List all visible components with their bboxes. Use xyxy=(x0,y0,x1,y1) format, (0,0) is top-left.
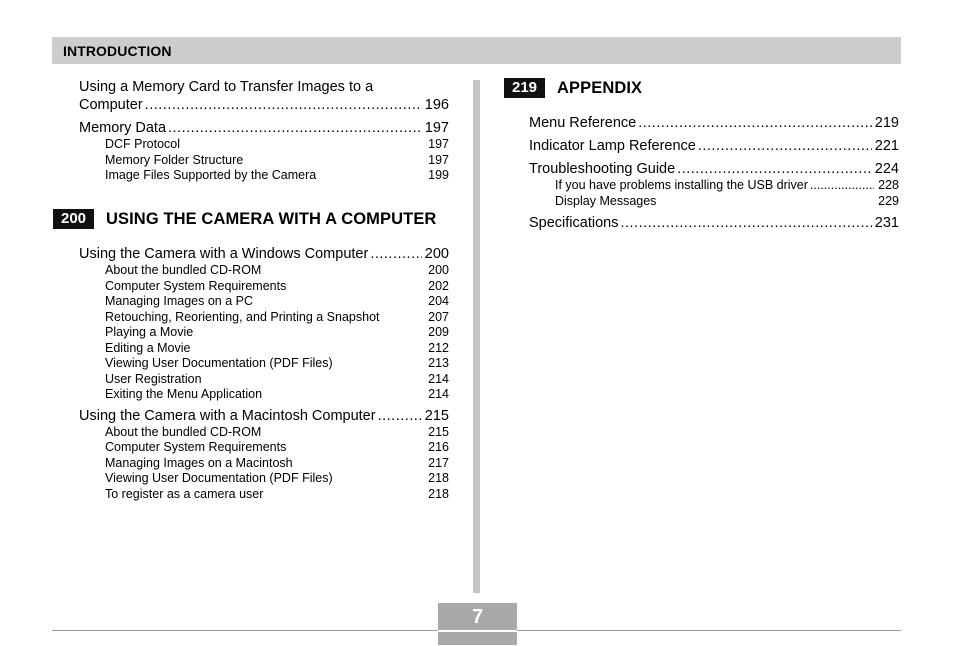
toc-page-number: 202 xyxy=(428,278,449,293)
toc-page-number: 197 xyxy=(428,137,449,151)
toc-subentry[interactable] xyxy=(529,194,899,210)
toc-page-number: 217 xyxy=(428,455,449,470)
toc-subentry-title: Computer System Requirements xyxy=(105,440,287,454)
toc-subentry[interactable] xyxy=(79,263,449,279)
toc-entry-title: Using the Camera with a Windows Computer xyxy=(79,246,369,262)
toc-subentry[interactable] xyxy=(79,137,449,153)
toc-subentry-title: Memory Folder Structure xyxy=(105,152,244,167)
toc-subentry[interactable] xyxy=(79,487,449,503)
dot-leader xyxy=(620,214,871,232)
section-number-badge: 219 xyxy=(504,78,545,98)
toc-page-number: 214 xyxy=(428,371,449,386)
dot-leader xyxy=(370,245,421,263)
toc-subentry[interactable] xyxy=(79,356,449,372)
toc-page-number: 218 xyxy=(428,471,449,485)
toc-page-number: 231 xyxy=(874,215,899,231)
toc-subentry[interactable] xyxy=(79,294,449,310)
toc-page-number: 199 xyxy=(428,168,449,182)
toc-entry-title: Using the Camera with a Macintosh Computer xyxy=(79,407,376,424)
toc-subentry-title: If you have problems installing the USB driver xyxy=(555,178,808,192)
section-heading-appendix[interactable] xyxy=(504,78,642,98)
header-title: INTRODUCTION xyxy=(63,43,172,59)
toc-subentry-title: Managing Images on a Macintosh xyxy=(105,455,293,470)
toc-page-number: 224 xyxy=(874,161,899,177)
toc-page-number: 197 xyxy=(424,120,449,136)
toc-subentry[interactable] xyxy=(79,471,449,487)
toc-entry[interactable] xyxy=(79,119,449,137)
toc-subentry[interactable] xyxy=(79,440,449,456)
toc-page-number: 228 xyxy=(878,178,899,192)
toc-entry[interactable] xyxy=(529,214,899,232)
toc-subentry[interactable] xyxy=(79,168,449,184)
toc-subentry-title: Managing Images on a PC xyxy=(105,294,254,308)
toc-subentry-title: Playing a Movie xyxy=(105,325,194,339)
dot-leader xyxy=(698,137,872,155)
toc-subentry-title: To register as a camera user xyxy=(105,486,264,501)
section-heading-computer[interactable] xyxy=(53,209,436,229)
toc-subentry[interactable] xyxy=(79,153,449,169)
toc-page-number: 197 xyxy=(428,152,449,167)
toc-subentry[interactable] xyxy=(79,456,449,472)
toc-entry[interactable] xyxy=(529,160,899,178)
dot-leader xyxy=(638,114,872,132)
dot-leader xyxy=(810,178,874,194)
section-title: APPENDIX xyxy=(557,78,643,97)
page-number-tab xyxy=(438,603,517,645)
dot-leader xyxy=(677,160,872,178)
section-title: USING THE CAMERA WITH A COMPUTER xyxy=(106,209,437,228)
toc-subentry-title: DCF Protocol xyxy=(105,137,181,151)
toc-subentry[interactable] xyxy=(79,425,449,441)
toc-entry-title: Menu Reference xyxy=(529,115,637,131)
toc-computer-section xyxy=(79,245,449,502)
toc-entry[interactable] xyxy=(79,245,449,263)
toc-page-number: 216 xyxy=(428,440,449,454)
toc-page-number: 215 xyxy=(424,407,449,424)
toc-page-number: 200 xyxy=(428,263,449,277)
toc-subentry[interactable] xyxy=(79,325,449,341)
toc-subentry[interactable] xyxy=(79,341,449,357)
toc-subentry-title: Retouching, Reorienting, and Printing a Snapshot xyxy=(105,309,380,324)
toc-subentry-title: Computer System Requirements xyxy=(105,278,287,293)
toc-subentry-title: Exiting the Menu Application xyxy=(105,387,263,401)
toc-entry[interactable] xyxy=(79,78,449,114)
toc-entry[interactable] xyxy=(79,407,449,425)
toc-page-number: 213 xyxy=(428,356,449,370)
toc-page-number: 229 xyxy=(878,193,899,208)
section-header-bar xyxy=(52,37,901,64)
toc-page-number: 221 xyxy=(874,138,899,154)
toc-subentry-title: About the bundled CD-ROM xyxy=(105,424,262,439)
toc-page-number: 212 xyxy=(428,340,449,355)
section-number-badge: 200 xyxy=(53,209,94,229)
toc-subentry[interactable] xyxy=(79,279,449,295)
toc-subentry-title: About the bundled CD-ROM xyxy=(105,263,262,277)
toc-subentry[interactable] xyxy=(79,387,449,403)
dot-leader xyxy=(378,407,422,425)
toc-appendix-section xyxy=(529,114,899,232)
toc-subentry-title: Image Files Supported by the Camera xyxy=(105,168,317,182)
toc-page-number: 209 xyxy=(428,325,449,339)
toc-page-number: 207 xyxy=(428,309,449,324)
toc-entry[interactable] xyxy=(529,137,899,155)
toc-entry-title: Computer xyxy=(79,97,143,113)
toc-subentry-title: Viewing User Documentation (PDF Files) xyxy=(105,356,333,370)
page-number: 7 xyxy=(471,606,484,628)
toc-page-number: 204 xyxy=(428,294,449,308)
toc-subentry-title: Display Messages xyxy=(555,193,657,208)
toc-entry-title: Specifications xyxy=(529,215,619,231)
toc-subentry[interactable] xyxy=(79,372,449,388)
dot-leader xyxy=(145,96,422,114)
toc-left-column xyxy=(79,78,449,184)
dot-leader xyxy=(168,119,422,137)
toc-page-number: 200 xyxy=(424,246,449,262)
toc-entry-title-line1: Using a Memory Card to Transfer Images to a xyxy=(79,79,374,95)
toc-subentry-title: User Registration xyxy=(105,371,202,386)
toc-page-number: 219 xyxy=(874,115,899,131)
toc-subentry-title: Viewing User Documentation (PDF Files) xyxy=(105,471,333,485)
column-divider xyxy=(473,80,480,593)
toc-subentry[interactable] xyxy=(79,310,449,326)
page-tab-stripe xyxy=(438,630,517,632)
toc-entry-title: Indicator Lamp Reference xyxy=(529,138,696,154)
toc-subentry-title: Editing a Movie xyxy=(105,340,191,355)
toc-page-number: 218 xyxy=(428,486,449,501)
toc-page-number: 196 xyxy=(424,97,449,113)
toc-entry-title: Memory Data xyxy=(79,120,167,136)
toc-entry[interactable] xyxy=(529,114,899,132)
toc-subentry[interactable] xyxy=(529,178,899,194)
toc-page-number: 214 xyxy=(428,387,449,401)
toc-page-number: 215 xyxy=(428,424,449,439)
toc-entry-title: Troubleshooting Guide xyxy=(529,161,676,177)
